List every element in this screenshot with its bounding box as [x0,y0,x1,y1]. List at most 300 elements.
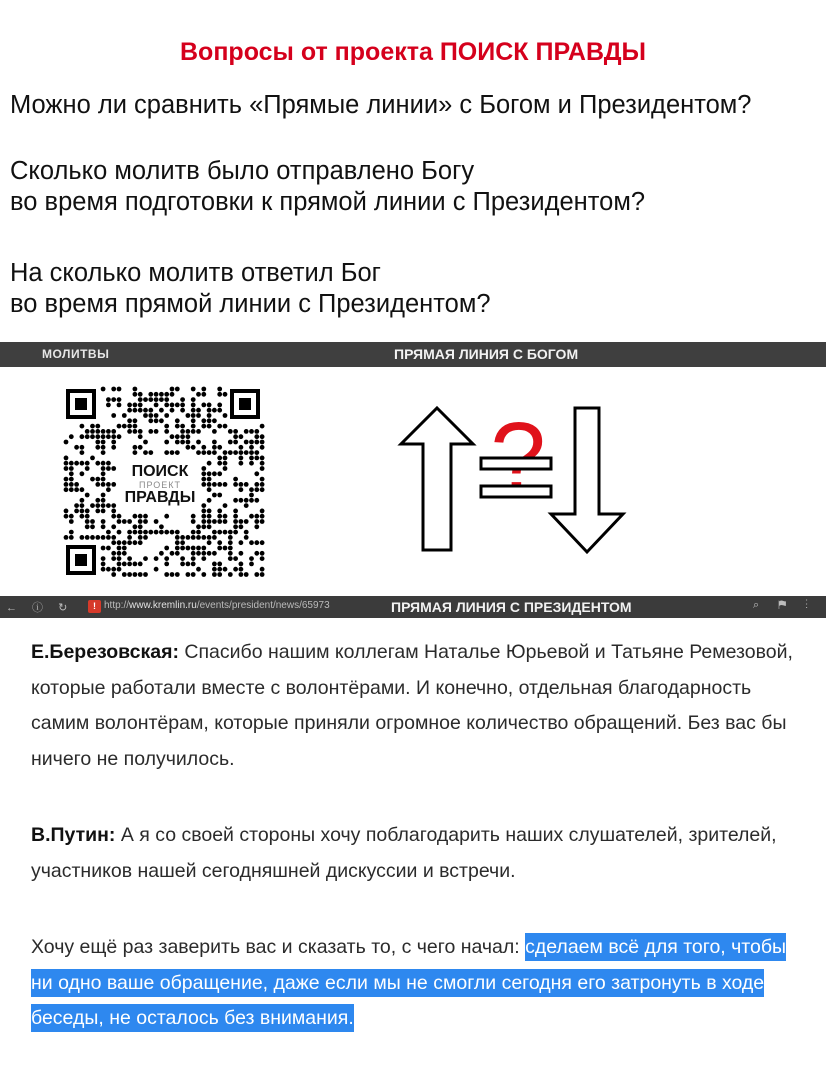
equals-bar-top [481,458,551,469]
qr-dot [233,509,238,514]
qr-dot [117,551,122,556]
qr-dot [101,471,106,476]
qr-dot [254,519,259,524]
qr-dot [111,445,116,450]
qr-dot [207,450,212,455]
qr-dot [212,567,217,572]
qr-dot [217,445,222,450]
qr-dot [90,456,95,461]
qr-dot [175,530,180,535]
qr-dot [143,413,148,418]
qr-dot [80,514,85,519]
qr-dot [80,498,85,503]
qr-dot [106,530,111,535]
qr-dot [164,514,169,519]
qr-dot [138,572,143,577]
qr-dot [106,434,111,439]
qr-dot [244,572,249,577]
qr-dot [254,514,259,519]
qr-dot [85,519,90,524]
qr-dot [201,403,206,408]
qr-dot [228,540,233,545]
qr-dot [249,445,254,450]
qr-dot [239,572,244,577]
qr-dot [244,535,249,540]
qr-dot [212,572,217,577]
qr-dot [95,424,100,429]
qr-dot [74,503,79,508]
paragraph-3-text: Хочу ещё раз заверить вас и сказать то, с чего начал: [31,936,526,958]
qr-logo-top: ПОИСК [131,463,189,480]
arrow-down-icon [551,408,623,552]
qr-dot [217,540,222,545]
qr-dot [254,498,259,503]
qr-dot [207,418,212,423]
qr-dot [233,556,238,561]
qr-dot [196,546,201,551]
qr-dot [201,551,206,556]
qr-dot [254,551,259,556]
qr-dot [164,440,169,445]
qr-dot [223,567,228,572]
qr-dot [191,429,196,434]
qr-code-image [62,385,267,580]
qr-dot [201,471,206,476]
qr-dot [239,498,244,503]
qr-dot [164,562,169,567]
qr-dot [186,429,191,434]
qr-dot [228,450,233,455]
qr-dot [117,403,122,408]
qr-dot [207,509,212,514]
qr-dot [175,403,180,408]
qr-dot [138,403,143,408]
qr-finder-bottom-left [68,547,94,573]
qr-dot [180,540,185,545]
qr-dot [111,540,116,545]
qr-dot [80,424,85,429]
qr-dot [212,471,217,476]
qr-dot [239,519,244,524]
qr-dot [127,519,132,524]
qr-dot [101,387,106,392]
qr-dot [101,503,106,508]
qr-dot [180,397,185,402]
qr-dot [154,403,159,408]
qr-dot [260,487,265,492]
question-2-line-2: во время подготовки к прямой линии с Президентом? [10,188,646,216]
qr-dot [101,519,106,524]
qr-dot [260,509,265,514]
qr-dot [196,440,201,445]
qr-dot [244,519,249,524]
qr-dot [186,413,191,418]
qr-dot [180,440,185,445]
qr-dot [159,551,164,556]
qr-dot [133,418,138,423]
qr-dot [133,392,138,397]
qr-dot [217,562,222,567]
qr-dot [260,434,265,439]
qr-dot [80,487,85,492]
qr-dot [170,530,175,535]
qr-dot [201,519,206,524]
qr-dot [239,456,244,461]
qr-dot [95,482,100,487]
qr-dot [90,503,95,508]
qr-dot [133,387,138,392]
qr-dot [217,392,222,397]
qr-dot [74,461,79,466]
qr-dot [254,440,259,445]
qr-dot [212,440,217,445]
qr-dot [122,413,127,418]
qr-dot [85,535,90,540]
qr-dot [254,487,259,492]
qr-dot [201,445,206,450]
qr-dot [217,456,222,461]
url-path: /events/president/news/65973 [196,600,330,611]
qr-dot [239,567,244,572]
qr-dot [101,434,106,439]
qr-dot [138,392,143,397]
qr-dot [111,397,116,402]
qr-dot [101,477,106,482]
qr-dot [122,546,127,551]
qr-dot [233,519,238,524]
qr-dot [228,429,233,434]
qr-finder-top-left [68,391,94,417]
qr-dot [254,429,259,434]
highlighted-quote[interactable]: сделаем всё для того, чтобы ни одно ваше обращение, даже если мы не смогли сегодня его затронуть в ходе беседы, не осталось без внимания. [31,933,786,1032]
qr-dot [138,397,143,402]
qr-dot [64,477,69,482]
qr-dot [175,551,180,556]
qr-dot [207,540,212,545]
qr-dot [138,562,143,567]
qr-dot [186,440,191,445]
qr-dot [217,493,222,498]
qr-dot [217,424,222,429]
qr-dot [207,487,212,492]
qr-dot [233,440,238,445]
qr-dot [223,456,228,461]
qr-dot [101,429,106,434]
qr-dot [143,514,148,519]
qr-dot [69,471,74,476]
browser-nav-icons[interactable]: ← ⓘ ↻ [6,602,74,614]
qr-dot [164,424,169,429]
qr-dot [260,440,265,445]
qr-dot [122,519,127,524]
qr-dot [180,556,185,561]
insecure-icon[interactable]: ! [88,600,101,613]
qr-dot [260,461,265,466]
url-field[interactable] [104,600,330,611]
qr-dot [170,450,175,455]
arrow-up-icon [401,408,473,550]
qr-dot [228,546,233,551]
qr-dot [127,418,132,423]
qr-dot [223,450,228,455]
qr-dot [191,551,196,556]
qr-dot [201,392,206,397]
qr-dot [127,403,132,408]
qr-dot [111,503,116,508]
qr-dot [138,408,143,413]
qr-dot [260,567,265,572]
qr-dot [170,408,175,413]
qr-dot [233,567,238,572]
qr-dot [106,535,111,540]
qr-dot [133,445,138,450]
qr-dot [212,482,217,487]
question-2-line-1: Сколько молитв было отправлено Богу [10,157,475,185]
qr-dot [148,530,153,535]
qr-dot [111,466,116,471]
qr-dot [138,524,143,529]
qr-dot [191,556,196,561]
qr-dot [228,556,233,561]
qr-dot [201,503,206,508]
qr-dot [90,477,95,482]
qr-dot [138,445,143,450]
qr-dot [223,546,228,551]
qr-dot [212,408,217,413]
qr-dot [143,408,148,413]
qr-dot [196,408,201,413]
qr-dot [111,567,116,572]
qr-dot [201,477,206,482]
qr-dot [101,546,106,551]
qr-dot [64,514,69,519]
qr-logo-bottom: ПРАВДЫ [124,489,196,506]
qr-dot [196,535,201,540]
qr-dot [95,477,100,482]
qr-dot [101,445,106,450]
qr-dot [85,524,90,529]
paragraph-2-text: А я со своей стороны хочу поблагодарить наших слушателей, зрителей, участников нашей сегодняшней дискуссии и встречи. [31,824,777,882]
qr-dot [207,524,212,529]
qr-dot [233,498,238,503]
qr-dot [186,562,191,567]
qr-dot [117,530,122,535]
qr-dot [217,403,222,408]
qr-dot [148,418,153,423]
qr-dot [101,567,106,572]
qr-dot [228,572,233,577]
qr-dot [260,514,265,519]
qr-dot [249,540,254,545]
qr-dot [159,524,164,529]
qr-dot [249,556,254,561]
question-3-line-2: во время прямой линии с Президентом? [10,290,491,318]
qr-dot [154,530,159,535]
qr-dot [260,445,265,450]
qr-dot [159,397,164,402]
qr-dot [217,567,222,572]
qr-dot [111,524,116,529]
qr-dot [207,413,212,418]
qr-dot [239,445,244,450]
qr-dot [90,424,95,429]
equals-bar-bottom [481,486,551,497]
qr-dot [127,535,132,540]
qr-dot [64,461,69,466]
qr-dot [201,546,206,551]
qr-dot [260,519,265,524]
question-1: Можно ли сравнить «Прямые линии» с Богом и Президентом? [10,91,752,119]
qr-dot [254,524,259,529]
qr-dot [207,408,212,413]
qr-dot [69,466,74,471]
qr-dot [69,519,74,524]
qr-dot [244,482,249,487]
qr-dot [117,556,122,561]
qr-dot [106,487,111,492]
qr-dot [233,514,238,519]
qr-dot [212,418,217,423]
qr-dot [106,503,111,508]
qr-dot [133,524,138,529]
url-host: www.kremlin.ru [129,600,197,611]
qr-dot [143,519,148,524]
qr-dot [101,562,106,567]
qr-dot [260,477,265,482]
qr-dot [207,535,212,540]
qr-dot [143,440,148,445]
qr-dot [101,535,106,540]
qr-dot [260,551,265,556]
qr-dot [207,424,212,429]
qr-dot [239,487,244,492]
question-3 [10,258,491,320]
qr-dot [201,535,206,540]
qr-dot [170,572,175,577]
qr-dot [143,535,148,540]
qr-dot [95,440,100,445]
qr-dot [64,466,69,471]
qr-dot [260,572,265,577]
qr-dot [74,482,79,487]
qr-dot [180,424,185,429]
qr-dot [254,450,259,455]
qr-dot [170,392,175,397]
qr-dot [207,514,212,519]
qr-dot [223,413,228,418]
qr-dot [212,562,217,567]
qr-dot [127,540,132,545]
qr-dot [133,572,138,577]
browser-tool-icons[interactable]: ⌕ ⚑ ⋮ [752,599,816,611]
qr-dot [249,498,254,503]
qr-dot [186,434,191,439]
qr-dot [191,514,196,519]
qr-dot [164,530,169,535]
qr-dot [201,424,206,429]
qr-dot [239,562,244,567]
qr-dot [201,556,206,561]
qr-dot [196,551,201,556]
qr-dot [249,456,254,461]
qr-dot [180,429,185,434]
qr-dot [239,551,244,556]
qr-dot [85,466,90,471]
qr-dot [244,498,249,503]
qr-dot [69,434,74,439]
qr-dot [191,562,196,567]
qr-dot [138,540,143,545]
qr-dot [85,514,90,519]
qr-dot [122,540,127,545]
qr-dot [85,434,90,439]
qr-dot [117,519,122,524]
qr-dot [201,387,206,392]
qr-dot [191,445,196,450]
qr-dot [133,540,138,545]
qr-dot [207,403,212,408]
qr-dot [111,572,116,577]
qr-dot [260,540,265,545]
qr-dot [207,461,212,466]
qr-dot [106,403,111,408]
qr-dot [106,567,111,572]
qr-dot [191,424,196,429]
qr-dot [260,424,265,429]
qr-dot [159,392,164,397]
qr-dot [175,440,180,445]
qr-dot [233,524,238,529]
paragraph-1-text: Спасибо нашим коллегам Наталье Юрьевой и Татьяне Ремезовой, которые работали вместе с волонтёрами. И конечно, отдельная благодарность самим волонтёрам, которые приняли огромное количество обращений. Без вас бы ничего не получилось. [31,641,793,770]
qr-dot [159,418,164,423]
qr-dot [239,540,244,545]
qr-dot [196,567,201,572]
qr-dot [170,387,175,392]
qr-dot [249,440,254,445]
qr-dot [175,572,180,577]
qr-dot [101,440,106,445]
qr-dot [254,434,259,439]
qr-dot [244,530,249,535]
banner-god-title: ПРЯМАЯ ЛИНИЯ С БОГОМ [394,346,579,362]
qr-dot [127,562,132,567]
qr-dot [106,482,111,487]
qr-dot [80,450,85,455]
qr-dot [138,434,143,439]
qr-dot [111,551,116,556]
qr-dot [212,429,217,434]
qr-dot [196,413,201,418]
qr-dot [228,535,233,540]
qr-dot [217,514,222,519]
qr-dot [74,487,79,492]
qr-dot [212,519,217,524]
qr-dot [196,429,201,434]
qr-dot [117,514,122,519]
qr-dot [148,450,153,455]
qr-dot [196,530,201,535]
speaker-putin: В.Путин: [31,824,116,846]
qr-dot [223,461,228,466]
qr-dot [217,461,222,466]
qr-dot [101,466,106,471]
qr-dot [223,482,228,487]
qr-dot [217,408,222,413]
qr-dot [223,519,228,524]
qr-dot [228,440,233,445]
qr-dot [249,461,254,466]
qr-dot [143,572,148,577]
